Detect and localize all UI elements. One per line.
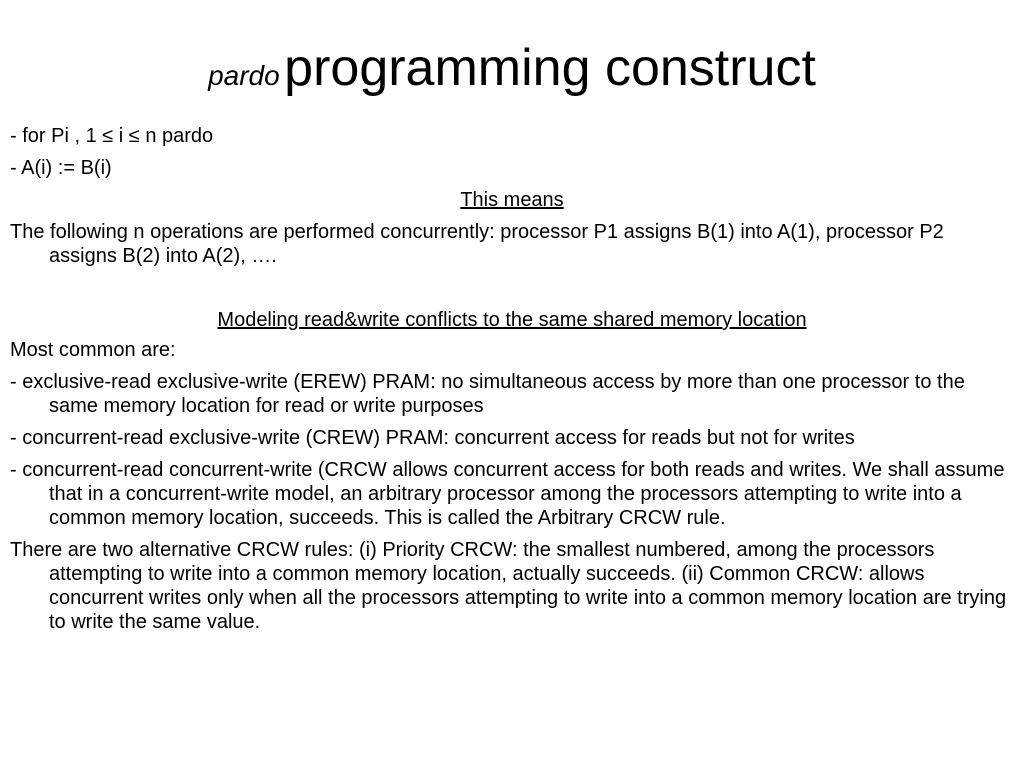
line-assignment: - A(i) := B(i) (10, 157, 112, 179)
line-erew: - exclusive-read exclusive-write (EREW) PRAM: no simultaneous access by more than one processor to the same memory location for read or write purposes (10, 371, 965, 417)
title-italic: pardo (208, 60, 280, 91)
section-heading-this-means: This means (460, 189, 564, 211)
slide-title (0, 30, 1024, 119)
slide-body (10, 124, 1014, 642)
line-crew: - concurrent-read exclusive-write (CREW) PRAM: concurrent access for reads but not for writes (10, 427, 855, 449)
spacer (10, 276, 1014, 300)
line-following-operations: The following n operations are performed concurrently: processor P1 assigns B(1) into A(1), processor P2 assigns B(2) into A(2), …. (10, 221, 944, 267)
section-heading-modeling-conflicts: Modeling read&write conflicts to the same shared memory location (217, 309, 807, 331)
line-alternative-rules: There are two alternative CRCW rules: (i) Priority CRCW: the smallest numbered, among the processors attempting to write into a common memory location, actually succeeds. (ii) Common CRCW: allows concurrent writes only when all the processors attempting to write into a common memory location are trying to write the same value. (10, 539, 1007, 633)
title-main: programming construct (284, 39, 816, 97)
line-crcw: - concurrent-read concurrent-write (CRCW allows concurrent access for both reads and writes. We shall assume that in a concurrent-write model, an arbitrary processor among the processors attempting to write into a common memory location, succeeds. This is called the Arbitrary CRCW rule. (10, 459, 1005, 529)
line-for-pardo: - for Pi , 1 ≤ i ≤ n pardo (10, 125, 214, 147)
line-most-common: Most common are: (10, 339, 176, 361)
